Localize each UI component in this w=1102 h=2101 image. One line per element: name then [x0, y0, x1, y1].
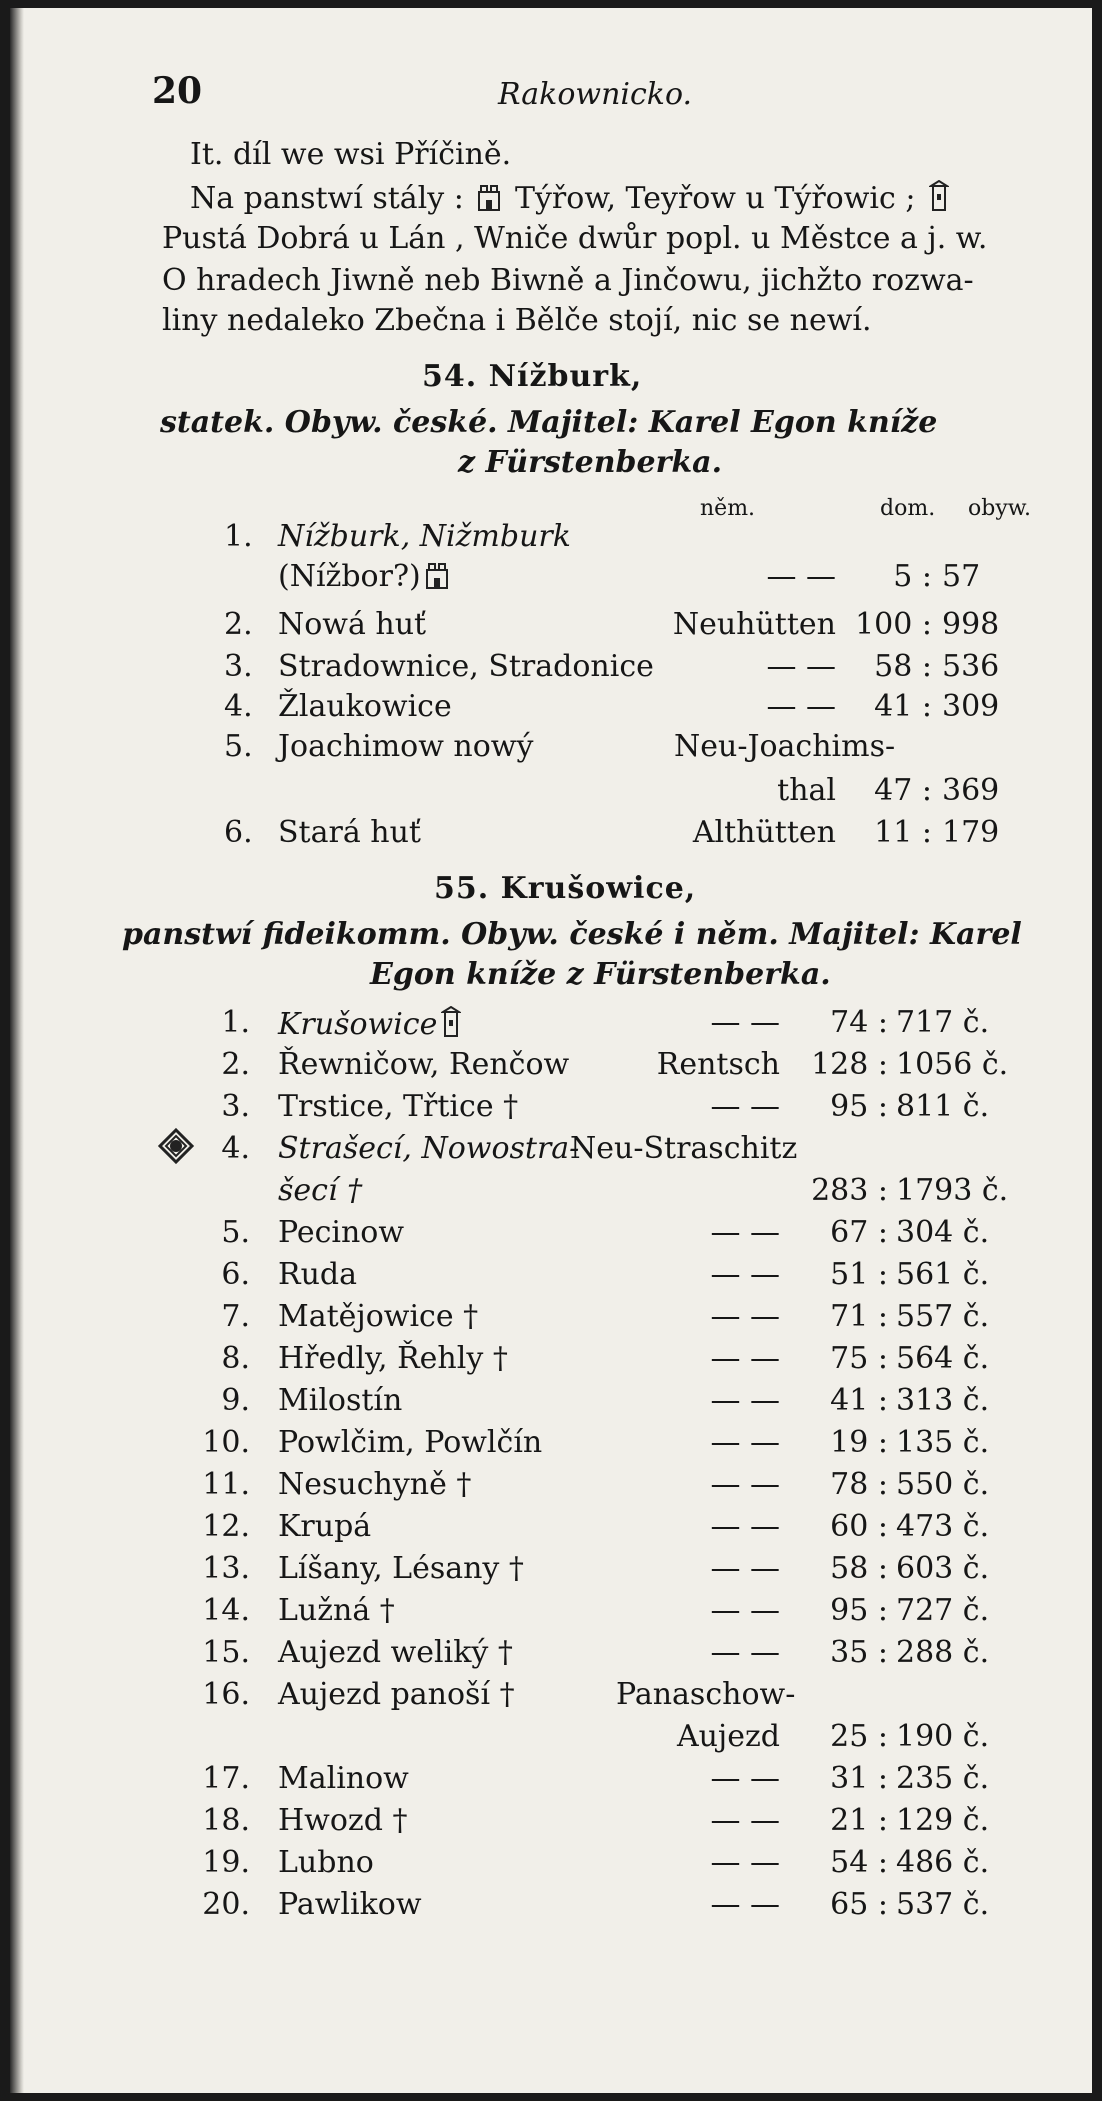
place-name: Strašecí, Nowostra- — [278, 1131, 580, 1166]
row-number: 15. — [202, 1635, 250, 1670]
house-count: 11 : — [874, 815, 932, 850]
row-number: 17. — [202, 1761, 250, 1796]
intro-line-5: liny nedaleko Zbečna i Bělče stojí, nic se newí. — [162, 303, 872, 338]
german-name: Althütten — [692, 815, 836, 850]
col-label-obyw: obyw. — [968, 496, 1031, 521]
population: 129 č. — [896, 1803, 990, 1838]
place-name: Powlčim, Powlčín — [278, 1425, 543, 1460]
house-count: 41 : — [874, 689, 932, 724]
german-name: — — — [710, 1299, 780, 1334]
tower-icon — [441, 1006, 461, 1038]
row-number: 5. — [221, 1215, 250, 1250]
row-number: 12. — [202, 1509, 250, 1544]
row-number: 6. — [221, 1257, 250, 1292]
house-count: 31 : — [830, 1761, 888, 1796]
tower-icon — [929, 180, 949, 212]
german-name: — — — [766, 649, 836, 684]
german-name: — — — [710, 1425, 780, 1460]
house-count: 25 : — [830, 1719, 888, 1754]
row-number: 5. — [224, 729, 253, 764]
row-number: 20. — [202, 1887, 250, 1922]
population: 304 č. — [896, 1215, 990, 1250]
population: 717 č. — [896, 1005, 990, 1040]
german-name: — — — [710, 1551, 780, 1586]
population: 57 — [942, 559, 981, 594]
german-name: Neuhütten — [672, 607, 836, 642]
place-name: Líšany, Lésany † — [278, 1551, 524, 1586]
row-number: 4. — [221, 1131, 250, 1166]
place-name: Malinow — [278, 1761, 409, 1796]
german-name: — — — [766, 559, 836, 594]
german-name-top: Neu-Joachims- — [674, 729, 896, 764]
place-name: Stradownice, Stradonice — [278, 649, 654, 684]
german-name: — — — [710, 1257, 780, 1292]
row-number: 10. — [202, 1425, 250, 1460]
population: 235 č. — [896, 1761, 990, 1796]
intro-line-3: Pustá Dobrá u Lán , Wniče dwůr popl. u Městce a j. w. — [162, 221, 988, 256]
house-count: 95 : — [830, 1089, 888, 1124]
population: 190 č. — [896, 1719, 990, 1754]
castle-icon — [477, 182, 501, 212]
place-name: Matějowice † — [278, 1299, 479, 1334]
page-edge-shadow — [10, 8, 24, 2093]
place-name: Nowá huť — [278, 607, 427, 642]
german-name: Aujezd — [676, 1719, 780, 1754]
section-54-heading: 54. Nížburk, — [422, 359, 643, 394]
place-name: Hředly, Řehly † — [278, 1341, 508, 1376]
row-number: 11. — [202, 1467, 250, 1502]
row-number: 2. — [221, 1047, 250, 1082]
population: 557 č. — [896, 1299, 990, 1334]
house-count: 78 : — [830, 1467, 888, 1502]
german-name: — — — [710, 1509, 780, 1544]
german-name: — — — [766, 689, 836, 724]
castle-icon — [425, 560, 449, 590]
row-number: 3. — [224, 649, 253, 684]
german-name: Neu-Straschitz — [570, 1131, 798, 1166]
population: 536 — [942, 649, 1000, 684]
german-name: — — — [710, 1845, 780, 1880]
row-number: 2. — [224, 607, 253, 642]
house-count: 47 : — [874, 773, 932, 808]
population: 309 — [942, 689, 1000, 724]
house-count: 95 : — [830, 1593, 888, 1628]
german-name: — — — [710, 1761, 780, 1796]
population: 811 č. — [896, 1089, 990, 1124]
population: 1056 č. — [896, 1047, 1009, 1082]
row-number: 18. — [202, 1803, 250, 1838]
book-page — [10, 8, 1092, 2093]
house-count: 67 : — [830, 1215, 888, 1250]
house-count: 75 : — [830, 1341, 888, 1376]
place-name: Joachimow nowý — [278, 729, 534, 764]
house-count: 100 : — [855, 607, 932, 642]
row-number: 3. — [221, 1089, 250, 1124]
population: 550 č. — [896, 1467, 990, 1502]
german-name: — — — [710, 1089, 780, 1124]
population: 998 — [942, 607, 1000, 642]
house-count: 51 : — [830, 1257, 888, 1292]
german-name: — — — [710, 1887, 780, 1922]
house-count: 35 : — [830, 1635, 888, 1670]
house-count: 74 : — [830, 1005, 888, 1040]
german-name: Rentsch — [656, 1047, 780, 1082]
section-55-heading: 55. Krušowice, — [434, 871, 697, 906]
population: 537 č. — [896, 1887, 990, 1922]
row-number: 7. — [221, 1299, 250, 1334]
house-count: 58 : — [874, 649, 932, 684]
house-count: 54 : — [830, 1845, 888, 1880]
population: 473 č. — [896, 1509, 990, 1544]
place-name: Nesuchyně † — [278, 1467, 472, 1502]
place-name: Aujezd weliký † — [278, 1635, 513, 1670]
place-name: Aujezd panoší † — [278, 1677, 515, 1712]
place-name: Nížburk, Nižmburk — [278, 519, 571, 554]
place-name: Lubno — [278, 1845, 374, 1880]
place-name-cont: (Nížbor?) — [278, 560, 453, 594]
house-count: 41 : — [830, 1383, 888, 1418]
german-name: — — — [710, 1383, 780, 1418]
house-count: 60 : — [830, 1509, 888, 1544]
german-name: — — — [710, 1635, 780, 1670]
house-count: 65 : — [830, 1887, 888, 1922]
population: 1793 č. — [896, 1173, 1009, 1208]
intro-line-1: It. díl we wsi Příčině. — [190, 137, 512, 172]
col-label-nem: něm. — [700, 496, 756, 521]
german-name: — — — [710, 1341, 780, 1376]
population: 727 č. — [896, 1593, 990, 1628]
population: 486 č. — [896, 1845, 990, 1880]
population: 561 č. — [896, 1257, 990, 1292]
german-name: — — — [710, 1593, 780, 1628]
house-count: 19 : — [830, 1425, 888, 1460]
running-title: Rakownicko. — [498, 77, 693, 112]
population: 179 — [942, 815, 1000, 850]
row-number: 13. — [202, 1551, 250, 1586]
place-name: Žlaukowice — [278, 689, 452, 724]
house-count: 283 : — [811, 1173, 888, 1208]
house-count: 71 : — [830, 1299, 888, 1334]
ornament-icon — [156, 1126, 196, 1166]
place-name: Milostín — [278, 1383, 403, 1418]
intro-line-4: O hradech Jiwně neb Biwně a Jinčowu, jichžto rozwa- — [162, 263, 974, 298]
place-name-cont: šecí † — [278, 1173, 363, 1208]
house-count: 21 : — [830, 1803, 888, 1838]
col-label-dom: dom. — [880, 496, 936, 521]
house-count: 58 : — [830, 1551, 888, 1586]
row-number: 19. — [202, 1845, 250, 1880]
row-number: 14. — [202, 1593, 250, 1628]
section-54-desc-2: z Fürstenberka. — [458, 445, 723, 480]
place-name: Stará huť — [278, 815, 421, 850]
row-number: 8. — [221, 1341, 250, 1376]
section-54-desc-1: statek. Obyw. české. Majitel: Karel Egon kníže — [160, 405, 938, 440]
place-name: Trstice, Třtice † — [278, 1089, 519, 1124]
place-name: Ruda — [278, 1257, 357, 1292]
place-name: Pecinow — [278, 1215, 405, 1250]
population: 369 — [942, 773, 1000, 808]
intro-line-2: Na panstwí stály : Týřow, Teyřow u Týřowic ; — [190, 180, 953, 216]
place-name: Krupá — [278, 1509, 372, 1544]
place-name: Řewničow, Renčow — [278, 1047, 570, 1082]
house-count: 5 : — [893, 559, 932, 594]
row-number: 9. — [221, 1383, 250, 1418]
german-name: — — — [710, 1803, 780, 1838]
row-number: 1. — [221, 1005, 250, 1040]
place-name: Pawlikow — [278, 1887, 422, 1922]
place-name: Hwozd † — [278, 1803, 408, 1838]
place-name: Lužná † — [278, 1593, 395, 1628]
population: 135 č. — [896, 1425, 990, 1460]
row-number: 4. — [224, 689, 253, 724]
population: 288 č. — [896, 1635, 990, 1670]
population: 313 č. — [896, 1383, 990, 1418]
page-number: 20 — [152, 70, 203, 112]
place-name: Krušowice — [278, 1006, 465, 1042]
population: 603 č. — [896, 1551, 990, 1586]
german-name: — — — [710, 1215, 780, 1250]
german-name: — — — [710, 1005, 780, 1040]
section-55-desc-2: Egon kníže z Fürstenberka. — [370, 957, 831, 992]
german-name: — — — [710, 1467, 780, 1502]
house-count: 128 : — [811, 1047, 888, 1082]
row-number: 6. — [224, 815, 253, 850]
section-55-desc-1: panstwí fideikomm. Obyw. české i něm. Majitel: Karel — [122, 917, 1022, 952]
population: 564 č. — [896, 1341, 990, 1376]
german-name: thal — [777, 773, 836, 808]
row-number: 16. — [202, 1677, 250, 1712]
row-number: 1. — [224, 519, 253, 554]
german-name-top: Panaschow- — [616, 1677, 796, 1712]
